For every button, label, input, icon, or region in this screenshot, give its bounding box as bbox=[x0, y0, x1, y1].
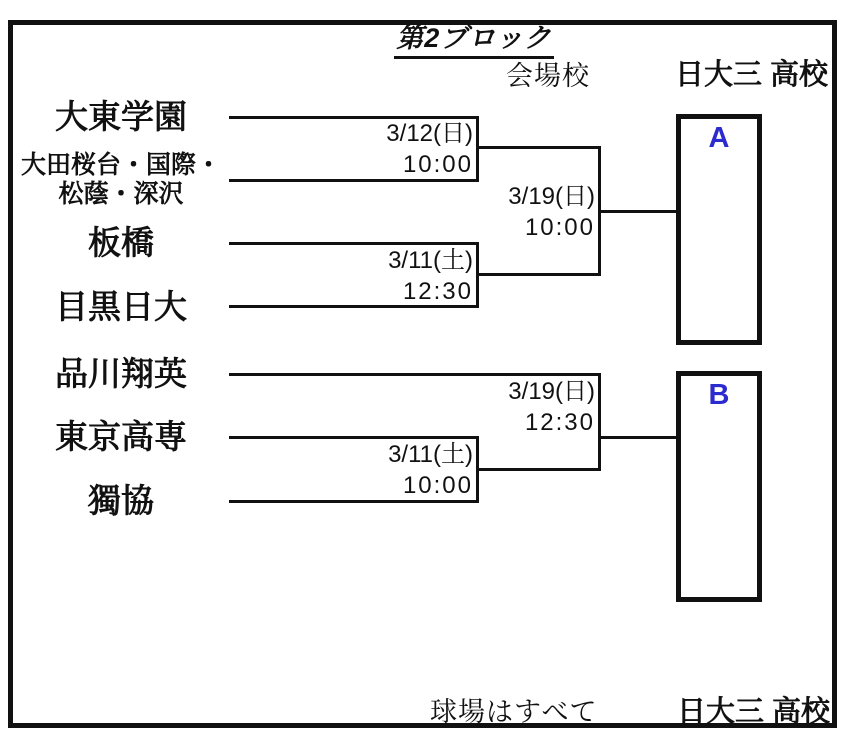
semi-a-time: 10:00 bbox=[524, 214, 595, 241]
slot-a-label: A bbox=[708, 122, 730, 154]
match3-date: 3/11(土) bbox=[388, 441, 473, 468]
bracket-join-match3 bbox=[476, 436, 479, 503]
semi-b-date: 3/19(日) bbox=[508, 378, 595, 405]
slot-b-label: B bbox=[708, 379, 730, 411]
semi-a-date: 3/19(日) bbox=[508, 183, 595, 210]
page-title bbox=[334, 16, 614, 59]
bracket-join-semi-a bbox=[598, 146, 601, 276]
team-daito-gakuen: 大東学園 bbox=[55, 98, 187, 135]
slot-box-a bbox=[676, 114, 762, 345]
semi-b-time: 12:30 bbox=[524, 409, 595, 436]
slot-box-b bbox=[676, 371, 762, 602]
match2-schedule bbox=[388, 245, 473, 307]
team-dokkyo: 獨協 bbox=[88, 482, 154, 519]
bracket-join-match2 bbox=[476, 242, 479, 308]
match3-time: 10:00 bbox=[402, 472, 473, 499]
team-meguro-nichidai: 目黒日大 bbox=[55, 288, 187, 325]
bracket-line-to-slot-a bbox=[599, 210, 676, 213]
match3-schedule bbox=[388, 439, 473, 501]
match2-date: 3/11(土) bbox=[388, 247, 473, 274]
match1-time: 10:00 bbox=[402, 151, 473, 178]
bracket-line-match3-out bbox=[476, 468, 601, 471]
match1-date: 3/12(日) bbox=[386, 120, 473, 147]
block-title-text: 第2ブロック bbox=[394, 16, 553, 59]
team-itabashi: 板橋 bbox=[88, 224, 154, 261]
venue-school-top: 日大三 高校 bbox=[674, 59, 828, 91]
match1-schedule bbox=[386, 118, 473, 180]
bracket-line-match1-out bbox=[476, 146, 601, 149]
team-combined bbox=[16, 151, 226, 209]
team-combined-line2: 松蔭・深沢 bbox=[58, 180, 184, 208]
bracket-join-semi-b bbox=[598, 373, 601, 471]
bracket-line-to-slot-b bbox=[599, 436, 676, 439]
footer-stadium-note: 球場はすべて bbox=[430, 697, 598, 727]
venue-label: 会場校 bbox=[506, 61, 590, 91]
team-combined-line1: 大田桜台・国際・ bbox=[20, 151, 221, 179]
semi-b-schedule bbox=[508, 376, 595, 438]
bracket-line-match2-out bbox=[476, 273, 601, 276]
semi-a-schedule bbox=[508, 181, 595, 243]
bracket-join-match1 bbox=[476, 116, 479, 182]
match2-time: 12:30 bbox=[402, 278, 473, 305]
venue-school-bottom: 日大三 高校 bbox=[676, 696, 830, 728]
team-shinagawa-shoei: 品川翔英 bbox=[55, 355, 187, 392]
team-tokyo-kosen: 東京高専 bbox=[55, 418, 187, 455]
